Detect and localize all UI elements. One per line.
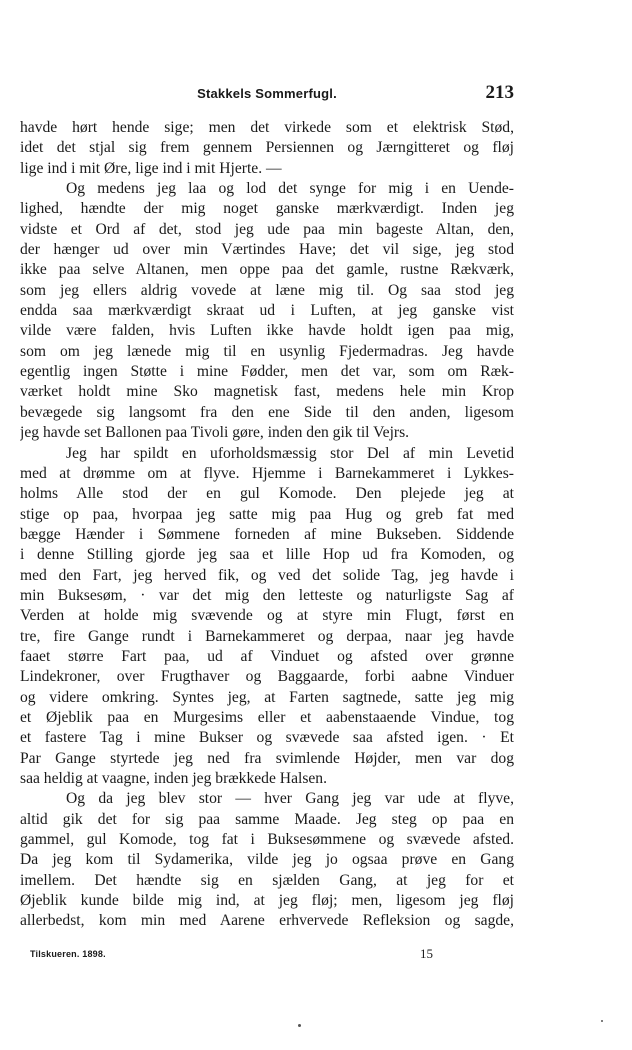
running-title: Stakkels Sommerfugl. (197, 86, 337, 101)
text-line: Da jeg kom til Sydamerika, vilde jeg jo ogsaa prøve en Gang (20, 851, 514, 869)
print-speck (601, 1020, 603, 1022)
text-line: jeg havde set Ballonen paa Tivoli gøre, inden den gik til Vejrs. (20, 424, 410, 442)
text-line: som om jeg lænede mig til en usynlig Fjedermadras. Jeg havde (20, 342, 514, 360)
text-line: med den Fart, jeg herved fik, og ved det solide Tag, jeg havde i (20, 566, 514, 584)
text-line: imellem. Det hændte sig en sjælden Gang, at jeg for et (20, 871, 514, 889)
text-line: der hænger ud over min Værtindes Have; det vil sige, jeg stod (20, 241, 514, 259)
text-line: idet det stjal sig frem gennem Persiennen og Jærngitteret og fløj (20, 139, 514, 157)
text-line: vilde være falden, hvis Luften ikke havde holdt igen paa mig, (20, 322, 514, 340)
text-line: lighed, hændte der mig noget ganske mærkværdigt. Inden jeg (20, 200, 514, 218)
text-line: Verden at holde mig svævende og at styre min Flugt, først en (20, 607, 514, 625)
text-line: havde hørt hende sige; men det virkede som et elektrisk Stød, (20, 119, 514, 136)
text-line: altid gik det for sig paa samme Maade. Jeg steg op paa en (20, 810, 514, 828)
text-line: Og medens jeg laa og lod det synge for mig i en Uende- (66, 180, 514, 198)
text-line: et fastere Tag i mine Bukser og svævede saa afsted igen. · Et (20, 729, 514, 747)
text-line: stige op paa, hvorpaa jeg satte mig paa Hug og greb fat med (20, 505, 514, 523)
text-line: lige ind i mit Øre, lige ind i mit Hjerte. — (20, 159, 282, 177)
text-line: allerbedst, kom min med Aarene erhvervede Refleksion og sagde, (20, 912, 514, 930)
text-line: ikke paa selve Altanen, men oppe paa det gamle, rustne Rækværk, (20, 261, 514, 279)
printer-signature: Tilskueren. 1898. (30, 949, 106, 959)
text-line: Jeg har spildt en uforholdsmæssig stor Del af min Levetid (66, 444, 514, 462)
text-line: bægge Hænder i Sømmene forneden af mine Bukseben. Siddende (20, 525, 514, 543)
body-text (20, 118, 514, 932)
text-line: værket holdt mine Sko magnetisk fast, medens hele min Krop (20, 383, 514, 401)
text-line: vidste et Ord af det, stod jeg ude paa min bageste Altan, den, (20, 220, 514, 238)
text-line: Og da jeg blev stor — hver Gang jeg var ude at flyve, (66, 790, 514, 808)
text-line: min Buksesøm, · var det mig den letteste og naturligste Sag af (20, 586, 514, 604)
text-line: i denne Stilling gjorde jeg saa et lille Hop ud fra Komoden, og (20, 546, 514, 564)
text-line: saa heldig at vaagne, inden jeg brækkede Halsen. (20, 770, 328, 787)
text-line: faaet større Fart paa, ud af Vinduet og afsted over grønne (20, 647, 514, 665)
sheet-number: 15 (420, 946, 433, 961)
text-line: holms Alle stod der en gul Komode. Den plejede jeg at (20, 485, 514, 503)
text-line: som jeg ellers aldrig vovede at læne mig til. Og saa stod jeg (20, 281, 514, 299)
text-line: Par Gange styrtede jeg ned fra svimlende Højder, men var dog (20, 749, 514, 767)
text-line: bevægede sig langsomt fra den ene Side til den anden, ligesom (20, 403, 514, 421)
text-line: gammel, gul Komode, tog fat i Buksesømmene og svævede afsted. (20, 831, 514, 849)
page-number: 213 (485, 82, 514, 103)
text-line: Øjeblik kunde bilde mig ind, at jeg fløj; men, ligesom jeg fløj (20, 892, 514, 910)
text-line: egentlig ingen Støtte i mine Fødder, men det var, som om Ræk- (20, 363, 514, 381)
print-speck (298, 1024, 301, 1027)
text-line: og videre omkring. Syntes jeg, at Farten sagtnede, satte jeg mig (20, 688, 514, 706)
page-footer (20, 946, 514, 964)
text-line: tre, fire Gange rundt i Barnekammeret og derpaa, naar jeg havde (20, 627, 514, 645)
text-line: endda saa mærkværdigt skraat ud i Luften, at jeg ganske vist (20, 302, 514, 320)
text-line: et Øjeblik paa en Murgesims eller et aabenstaaende Vindue, tog (20, 708, 514, 726)
text-line: Lindekroner, over Frugthaver og Baggaarde, forbi aabne Vinduer (20, 668, 514, 686)
page-header (20, 82, 514, 106)
text-line: med at drømme om at flyve. Hjemme i Barnekammeret i Lykkes- (20, 464, 514, 482)
